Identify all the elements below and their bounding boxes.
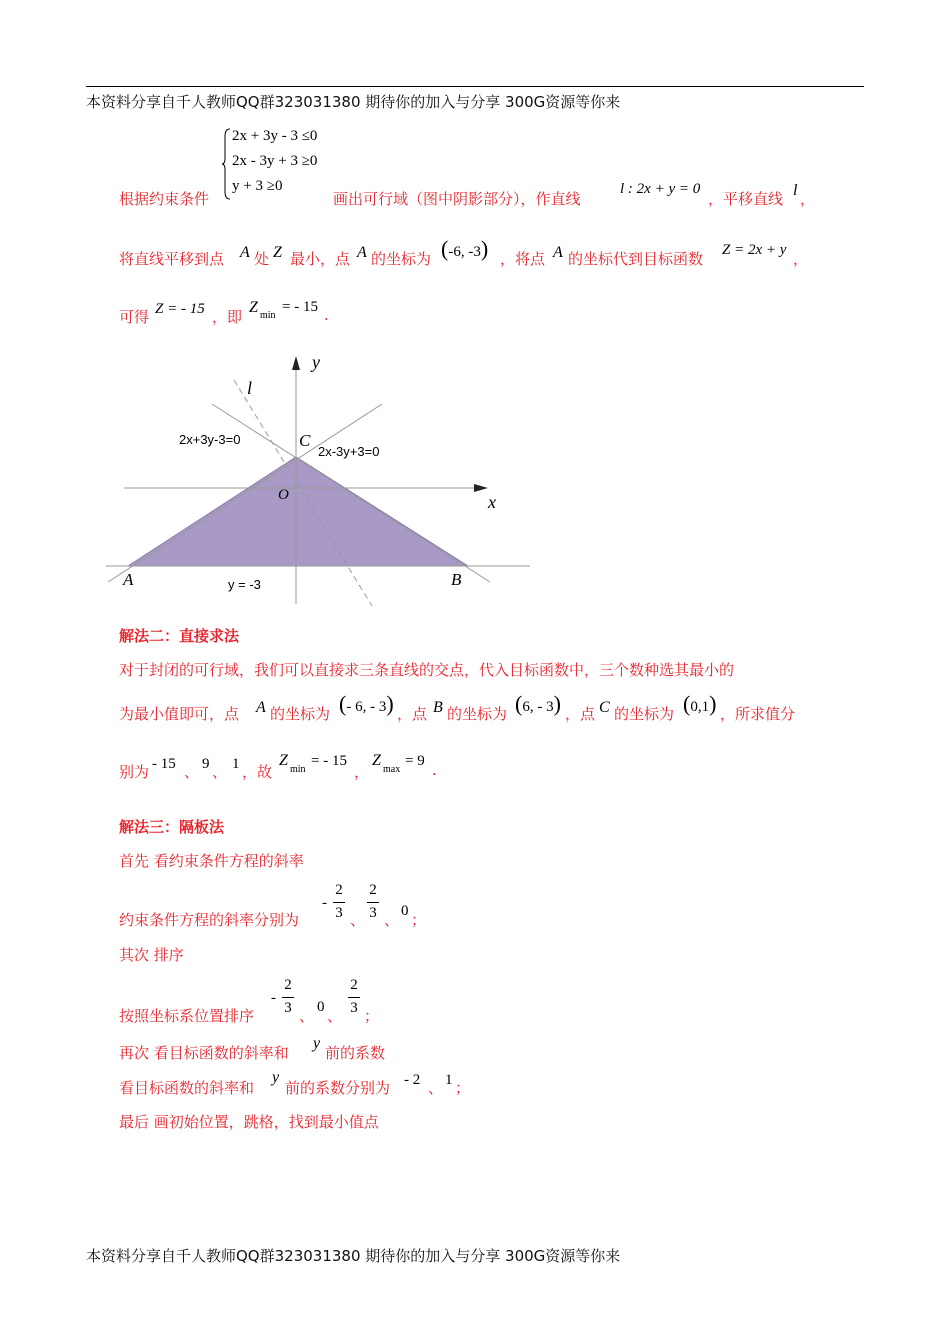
m3-l2-den-2: 3	[369, 905, 377, 921]
m3-l4-fracline-2	[348, 997, 360, 998]
m3-l4-zero: 0	[317, 999, 325, 1015]
m3-l4-den-2: 3	[350, 1000, 358, 1016]
m2-text-11: .	[432, 761, 437, 779]
m3-l4-minus: -	[271, 990, 276, 1006]
m3-l2-fracline-1	[333, 902, 345, 903]
m2-zmax-value: = 9	[405, 753, 425, 769]
x-axis-arrow-icon	[474, 484, 488, 492]
m2-value-1: - 15	[152, 756, 176, 772]
m3-l2-fracline-2	[367, 902, 379, 903]
p1-text-3: ，平移直线	[708, 190, 784, 208]
feasible-region	[128, 457, 468, 566]
header-text: 本资料分享自千人教师QQ群323031380 期待你的加入与分享 300G资源等你来	[86, 93, 621, 111]
line2-label: 2x-3y+3=0	[318, 444, 380, 459]
m2-text-3: ，点	[397, 705, 428, 723]
m2-coord-B-value: 6, - 3	[522, 699, 554, 715]
y-axis-arrow-icon	[292, 356, 300, 370]
m2-value-3: 1	[232, 756, 240, 772]
m3-l2-sep-2: 、	[384, 911, 400, 929]
point-a-label: A	[123, 570, 134, 589]
p1-text-9: ，将点	[500, 250, 546, 268]
p1-A: A	[240, 244, 250, 261]
m2-B: B	[433, 699, 443, 716]
m3-l4-fracline-1	[282, 997, 294, 998]
m3-l6-end: ；	[455, 1079, 471, 1097]
feasible-region-graph	[0, 0, 950, 640]
point-b-label: B	[451, 570, 462, 589]
m3-l2-den-1: 3	[335, 905, 343, 921]
m3-l2-minus: -	[322, 895, 327, 911]
constraint-2: 2x - 3y + 3 ≥0	[232, 153, 318, 169]
m2-text-10: ，	[354, 763, 370, 781]
m2-zmin-value: = - 15	[311, 753, 347, 769]
m3-l4-end: ；	[364, 1007, 380, 1025]
p1-text-7: 最小，点	[290, 250, 351, 268]
m3-l2-num-2: 2	[369, 882, 377, 898]
m2-zmin: Z	[279, 752, 288, 769]
p1-text-13: ，即	[212, 308, 243, 326]
p1-text-4: ，	[800, 190, 816, 208]
m2-text-4: 的坐标为	[447, 705, 508, 723]
constraint-3: y + 3 ≥0	[232, 178, 283, 194]
p1-z-value: Z = - 15	[155, 301, 205, 317]
m3-l6-value-1: - 2	[404, 1072, 421, 1088]
m3-l6-y: y	[272, 1069, 280, 1086]
p1-text-5: 将直线平移到点	[119, 250, 225, 268]
m2-A: A	[256, 699, 266, 716]
p1-text-10: 的坐标代到目标函数	[568, 250, 704, 268]
method3-line7: 最后 画初始位置，跳格，找到最小值点	[119, 1113, 379, 1131]
y-axis-label: y	[312, 352, 320, 372]
p1-l: l	[793, 182, 798, 199]
p1-zmin: Z	[249, 299, 258, 316]
p1-text-6: 处	[254, 250, 270, 268]
m2-text-6: 的坐标为	[614, 705, 675, 723]
method3-line1: 首先 看约束条件方程的斜率	[119, 852, 304, 870]
method3-line3: 其次 排序	[119, 946, 184, 964]
m3-l4-num-2: 2	[350, 977, 358, 993]
p1-text-8: 的坐标为	[371, 250, 432, 268]
constraint-1: 2x + 3y - 3 ≤0	[232, 128, 318, 144]
p1-objective: Z = 2x + y	[722, 242, 787, 258]
m3-l6-text-a: 看目标函数的斜率和	[119, 1079, 255, 1097]
m3-l6-sep: 、	[428, 1079, 444, 1097]
l-label: l	[247, 378, 253, 398]
p1-text-12: 可得	[119, 308, 150, 326]
m2-coord-A-value: - 6, - 3	[346, 699, 387, 715]
m2-coord-A: (- 6, - 3)	[339, 691, 394, 716]
m2-coord-C-value: 0,1	[690, 699, 710, 715]
method3-title: 解法三：隔板法	[119, 818, 225, 836]
p1-zmin-value: = - 15	[282, 299, 318, 315]
method3-line2: 约束条件方程的斜率分别为	[119, 911, 300, 929]
m3-l6-value-2: 1	[445, 1072, 453, 1088]
p1-text-2: 画出可行域（图中阴影部分），作直线	[333, 190, 581, 208]
line1-label: 2x+3y-3=0	[179, 432, 241, 447]
m3-l5-y: y	[313, 1035, 321, 1052]
m3-l4-sep-1: 、	[299, 1007, 315, 1025]
m2-sep-1: 、	[184, 763, 200, 781]
m2-text-9: ，故	[242, 763, 273, 781]
m3-l4-den-1: 3	[284, 1000, 292, 1016]
m3-l4-num-1: 2	[284, 977, 292, 993]
p1-Z: Z	[273, 244, 282, 261]
m2-text-2: 的坐标为	[270, 705, 331, 723]
point-c-label: C	[299, 431, 311, 450]
m2-text-7: ，所求值分	[720, 705, 796, 723]
m2-zmin-sub: min	[290, 764, 306, 775]
p1-coord-A-value: -6, -3	[448, 244, 481, 260]
p1-coord-A: (-6, -3)	[441, 236, 489, 261]
m2-text-1: 为最小值即可，点	[119, 705, 240, 723]
method2-title: 解法二：直接求法	[119, 627, 240, 645]
p1-A3: A	[553, 244, 563, 261]
p1-text-14: .	[324, 306, 329, 324]
m2-coord-B: (6, - 3)	[515, 691, 561, 716]
m2-value-2: 9	[202, 756, 210, 772]
m2-text-8: 别为	[119, 763, 150, 781]
m3-l5-text-b: 前的系数	[325, 1044, 386, 1062]
m3-l5-text-a: 再次 看目标函数的斜率和	[119, 1044, 289, 1062]
p1-zmin-sub: min	[260, 310, 276, 321]
p1-text-1: 根据约束条件	[119, 190, 210, 208]
p1-A2: A	[357, 244, 367, 261]
p1-line-eq: l : 2x + y = 0	[620, 181, 701, 197]
x-axis-label: x	[488, 492, 496, 512]
method2-line1: 对于封闭的可行域，我们可以直接求三条直线的交点，代入目标函数中，三个数种选其最小的	[119, 661, 735, 679]
method3-line4: 按照坐标系位置排序	[119, 1007, 255, 1025]
p1-text-11: ，	[793, 250, 809, 268]
m2-coord-C: (0,1)	[683, 691, 717, 716]
m3-l4-sep-2: 、	[327, 1007, 343, 1025]
m2-zmax: Z	[372, 752, 381, 769]
m3-l6-text-b: 前的系数分别为	[285, 1079, 391, 1097]
footer-text: 本资料分享自千人教师QQ群323031380 期待你的加入与分享 300G资源等你来	[86, 1247, 621, 1265]
m3-l2-end: ；	[411, 911, 427, 929]
m3-l2-zero: 0	[401, 903, 409, 919]
origin-label: O	[278, 487, 289, 503]
m2-C: C	[599, 699, 610, 716]
m3-l2-sep-1: 、	[350, 911, 366, 929]
m2-sep-2: 、	[212, 763, 228, 781]
m2-text-5: ，点	[565, 705, 596, 723]
m2-zmax-sub: max	[383, 764, 401, 775]
m3-l2-num-1: 2	[335, 882, 343, 898]
line3-label: y = -3	[228, 577, 261, 592]
